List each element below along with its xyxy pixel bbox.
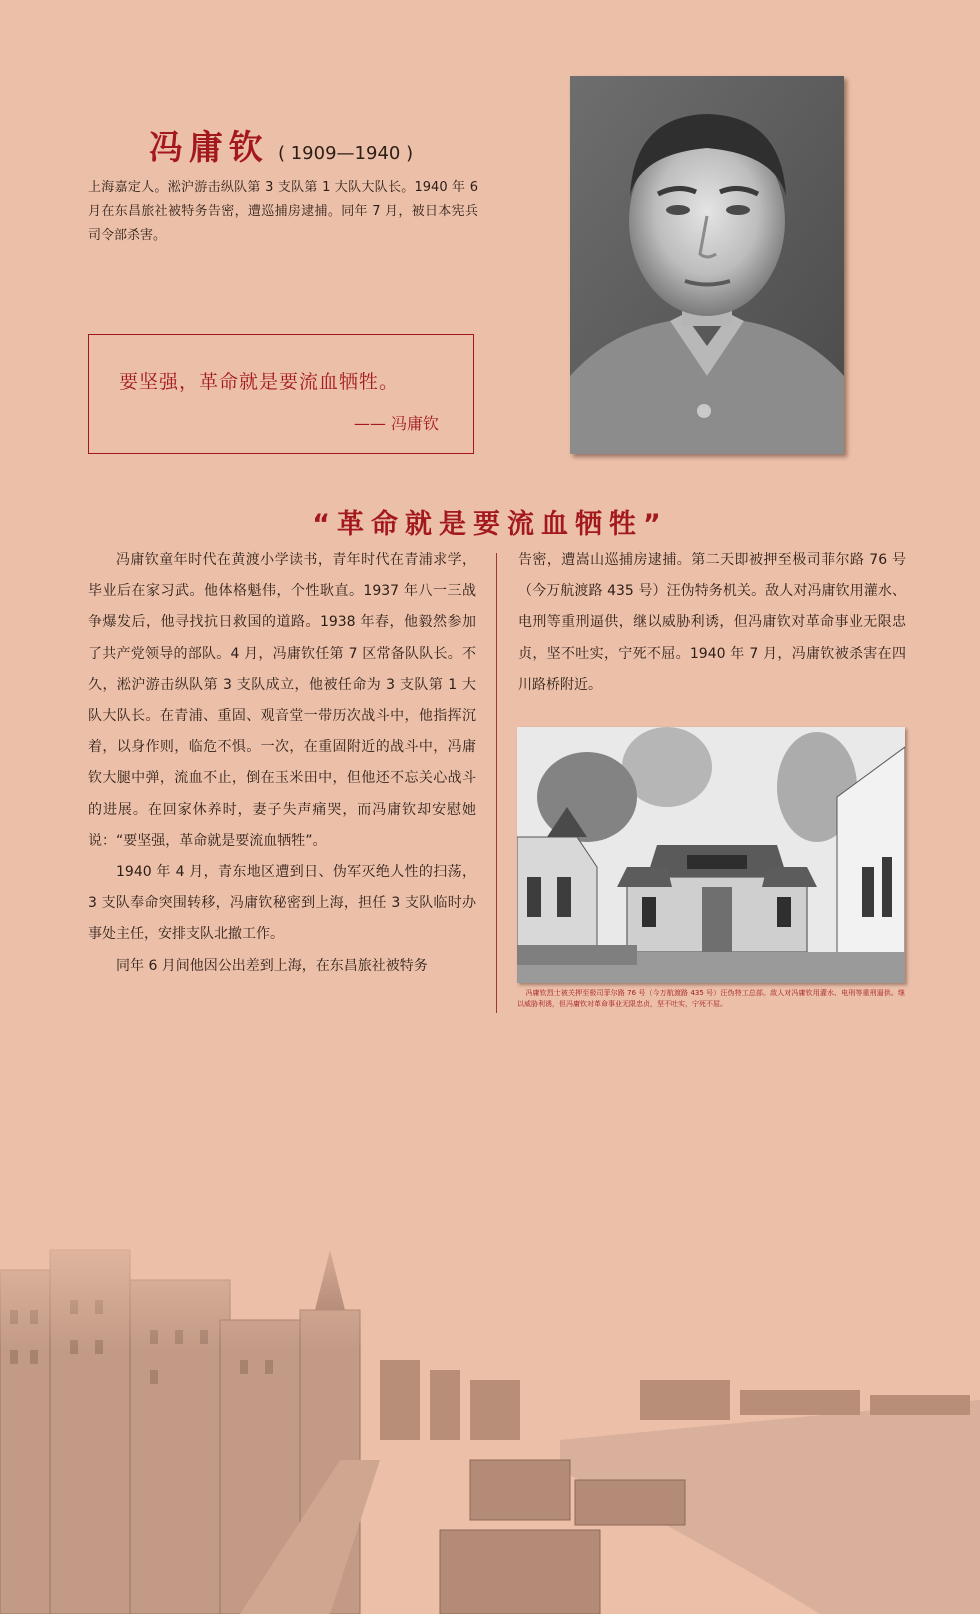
person-name: 冯庸钦 xyxy=(148,128,269,168)
bund-cityscape-background xyxy=(0,1210,980,1614)
quote-box xyxy=(88,334,474,454)
body-right-column xyxy=(518,545,906,701)
body-paragraph: 同年 6 月间他因公出差到上海，在东昌旅社被特务 xyxy=(116,957,428,974)
body-paragraph: 告密，遭嵩山巡捕房逮捕。第二天即被押至极司菲尔路 76 号（今万航渡路 435 号）汪伪特务机关。敌人对冯庸钦用灌水、电刑等重刑逼供，继以威胁利诱，但冯庸钦对革命事业无限忠贞，坚不吐实，宁死不屈。1940 年 7 月，冯庸钦被杀害在四川路桥附近。 xyxy=(518,552,906,693)
person-bio: 上海嘉定人。淞沪游击纵队第 3 支队第 1 大队大队长。1940 年 6 月在东昌旅社被特务告密，遭巡捕房逮捕。同年 7 月，被日本宪兵司令部杀害。 xyxy=(88,180,478,243)
portrait-photo xyxy=(570,76,844,454)
quote-author: —— 冯庸钦 xyxy=(353,414,439,433)
body-paragraph: 1940 年 4 月，青东地区遭到日、伪军灭绝人性的扫荡，3 支队奉命突围转移，冯庸钦秘密到上海，担任 3 支队临时办事处主任，安排支队北撤工作。 xyxy=(88,864,476,943)
column-divider xyxy=(496,553,497,1013)
person-name-heading xyxy=(86,120,476,169)
historic-building-photo xyxy=(517,727,905,983)
photo-caption: 冯庸钦烈士被关押至极司菲尔路 76 号（今万航渡路 435 号）汪伪特工总部。敌人对冯庸钦用灌水、电刑等重刑逼供。继以威胁利诱，但冯庸钦对革命事业无限忠贞，坚不吐实，宁死不屈。 xyxy=(517,989,905,1008)
quote-text: 要坚强，革命就是要流血牺牲。 xyxy=(119,371,400,393)
person-years: ( 1909—1940 ) xyxy=(277,143,414,164)
section-title: “革命就是要流血牺牲” xyxy=(312,509,668,540)
body-left-column xyxy=(88,545,476,982)
body-paragraph: 冯庸钦童年时代在黄渡小学读书，青年时代在青浦求学，毕业后在家习武。他体格魁伟，个性耿直。1937 年八一三战争爆发后，他寻找抗日救国的道路。1938 年春，他毅然参加了共产党领导的部队。4 月，冯庸钦任第 7 区常备队队长。不久，淞沪游击纵队第 3 支队成立，他被任命为 3 支队第 1 大队大队长。在青浦、重固、观音堂一带历次战斗中，他指挥沉着，以身作则，临危不惧。一次，在重固附近的战斗中，冯庸钦大腿中弹，流血不止，倒在玉米田中，但他还不忘关心战斗的进展。在回家休养时，妻子失声痛哭，而冯庸钦却安慰她说：“要坚强，革命就是要流血牺牲”。 xyxy=(88,552,476,849)
